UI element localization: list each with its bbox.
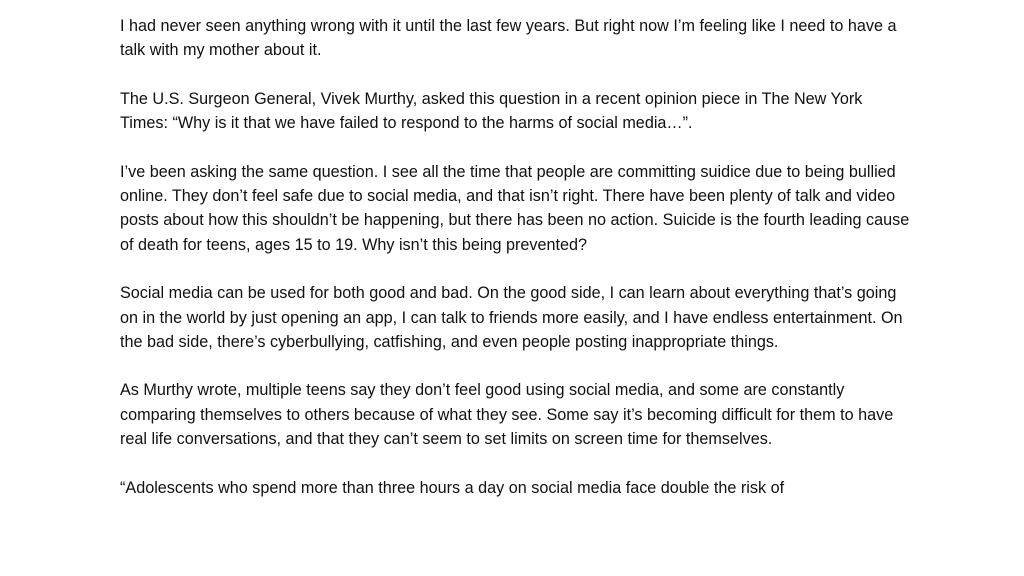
paragraph-5: As Murthy wrote, multiple teens say they don’t feel good using social media, and some are constantly comparing themselves to others because of what they see. Some say it’s becoming difficult for them to have real life conversations, and that they can’t seem to set limits on screen time for themselves. <box>120 381 894 449</box>
paragraph-4: Social media can be used for both good and bad. On the good side, I can learn about everything that’s going on in the world by just opening an app, I can talk to friends more easily, and I have endless entertainment. On the bad side, there’s cyberbullying, catfishing, and even people posting inappropriate things. <box>120 284 903 351</box>
paragraph-3: I’ve been asking the same question. I see all the time that people are committing suidice due to being bullied online. They don’t feel safe due to social media, and that isn’t right. There have been plenty of talk and video posts about how this shouldn’t be happening, but there has been no action. Suicide is the fourth leading cause of death for teens, ages 15 to 19. Why isn’t this being prevented? <box>120 162 910 254</box>
paragraph-2: The U.S. Surgeon General, Vivek Murthy, asked this question in a recent opinion piece in The New York Times: “Why is it that we have failed to respond to the harms of social media…”. <box>120 89 863 133</box>
document-body <box>120 14 910 524</box>
paragraph-6: “Adolescents who spend more than three hours a day on social media face double the risk of <box>120 478 785 497</box>
paragraph-1: I had never seen anything wrong with it until the last few years. But right now I’m feeling like I need to have a talk with my mother about it. <box>120 17 897 60</box>
